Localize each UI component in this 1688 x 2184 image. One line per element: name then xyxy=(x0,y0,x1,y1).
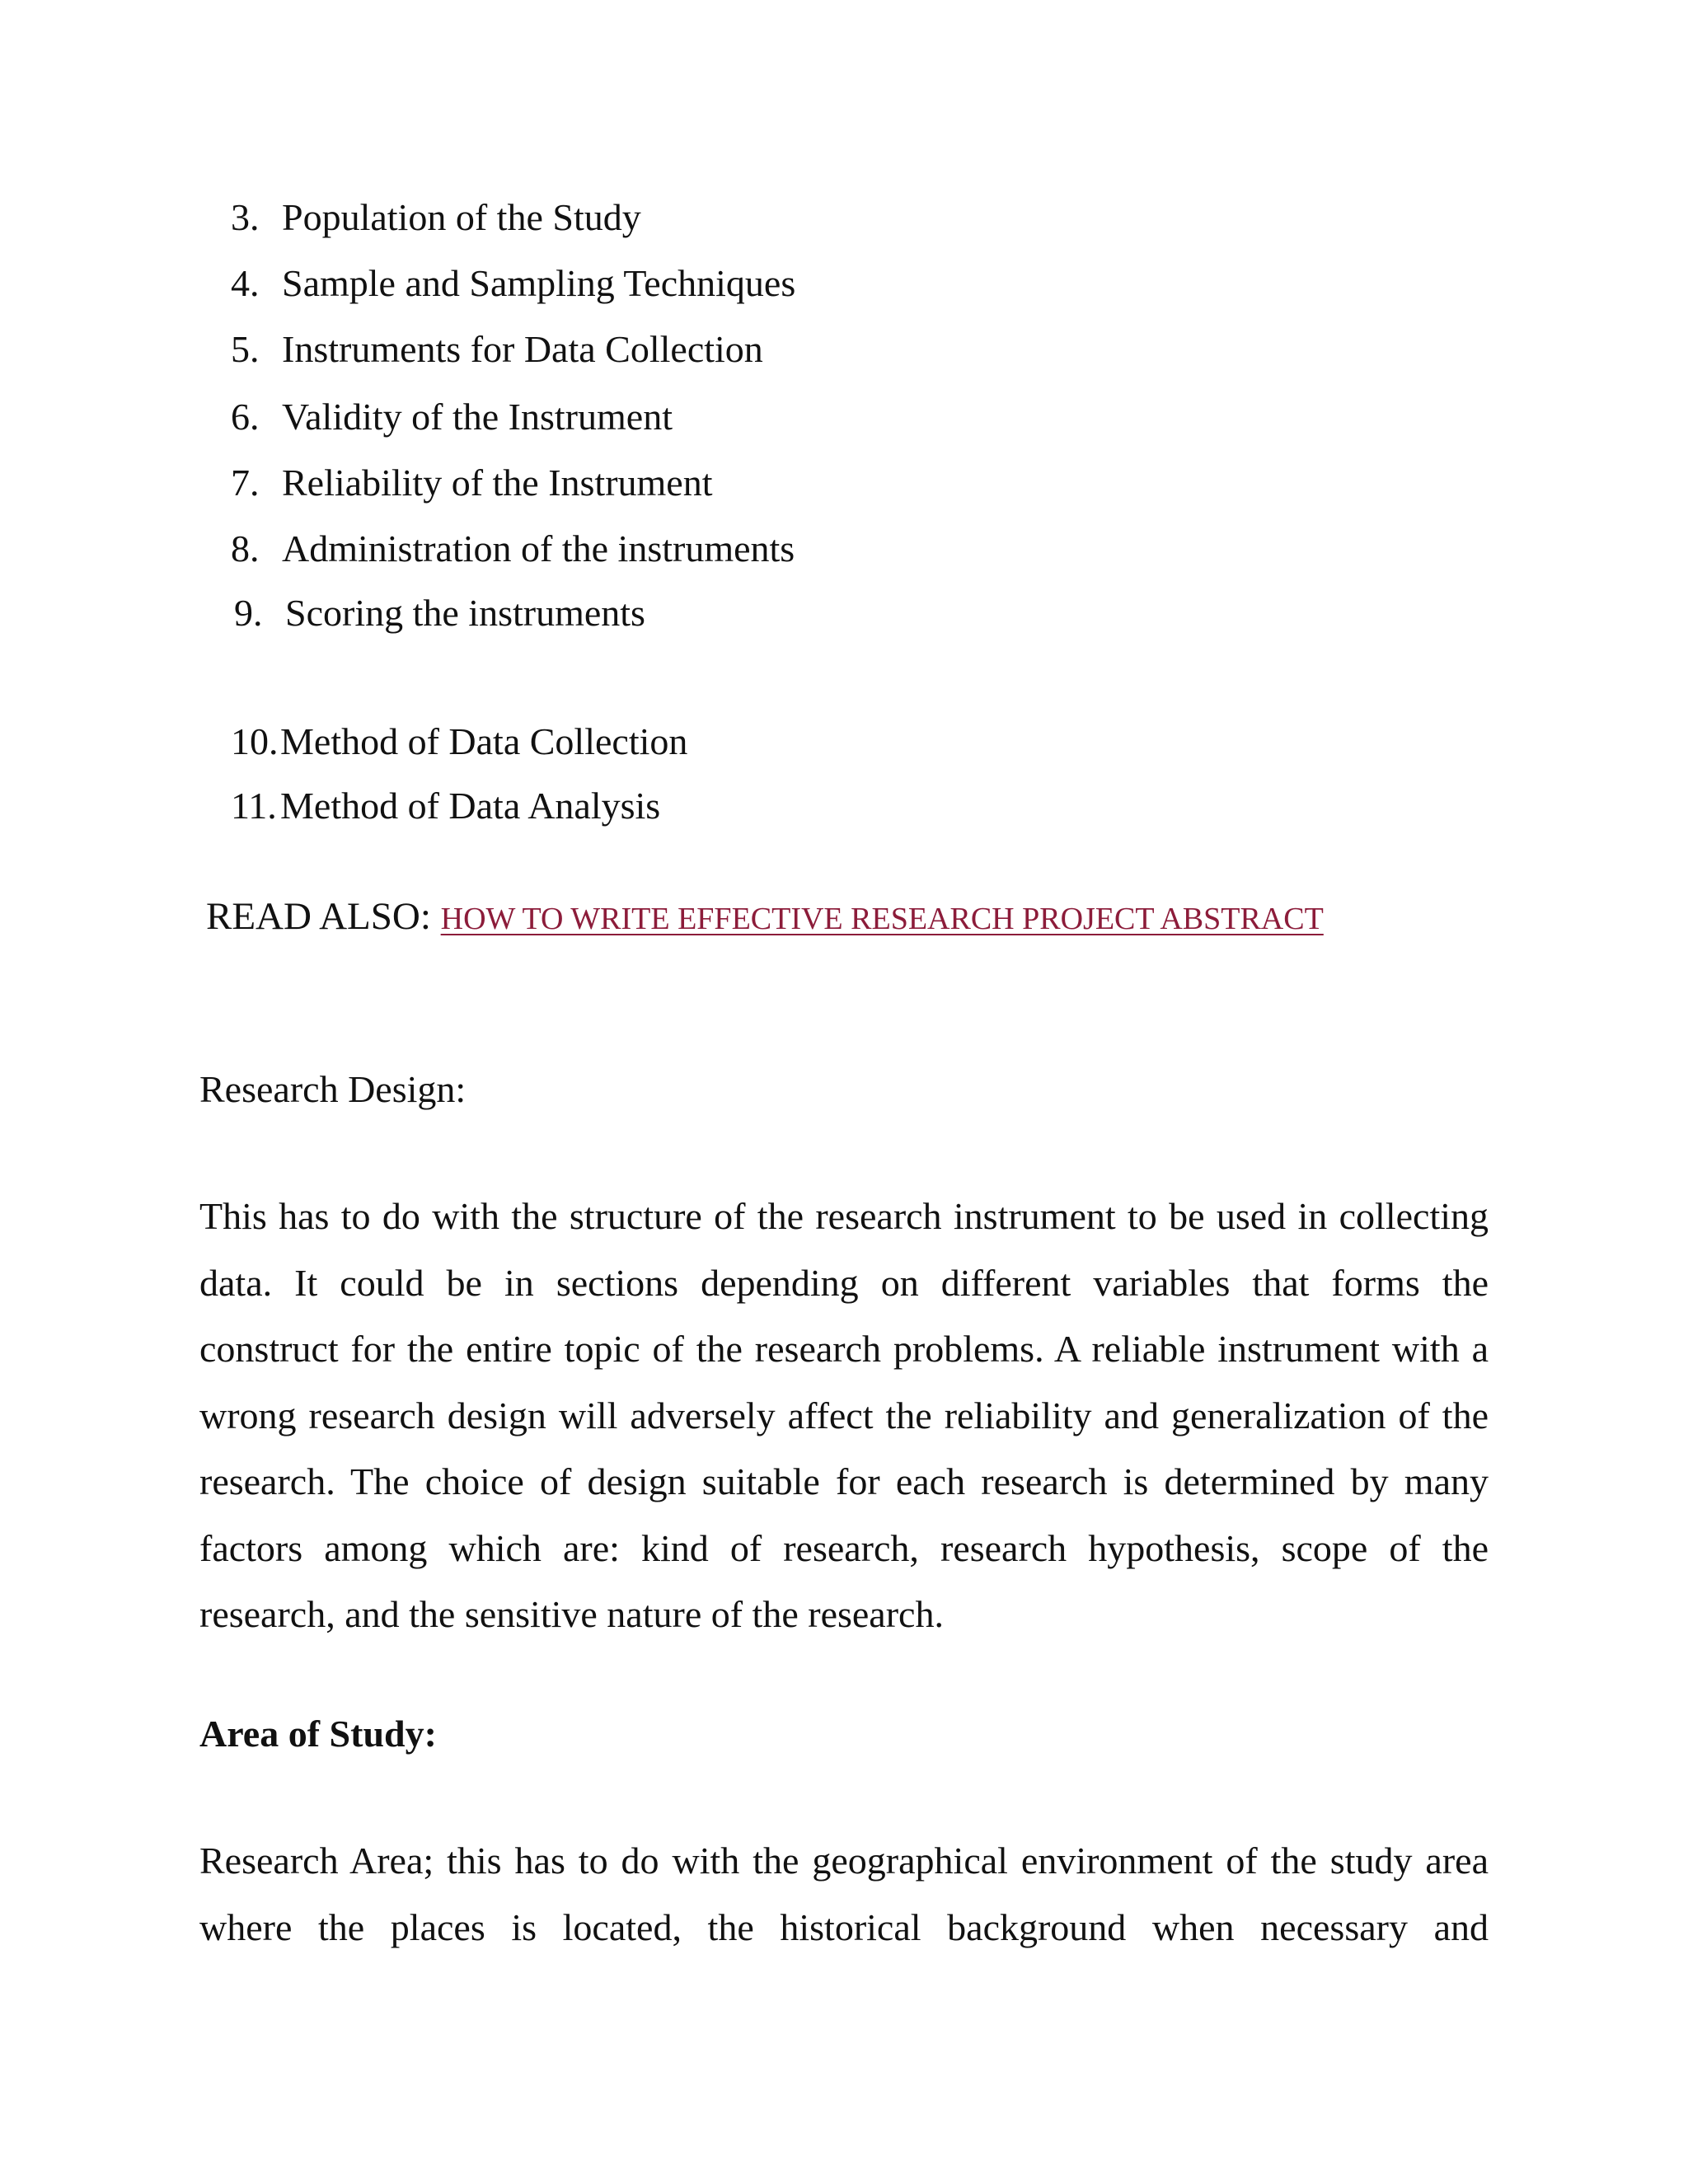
paragraph-line: This has to do with the structure of the research instrument to be used in collecting xyxy=(199,1195,1489,1237)
research-design-heading: Research Design: xyxy=(199,1068,467,1110)
paragraph-line: factors among which are: kind of research, research hypothesis, scope of the xyxy=(199,1526,1489,1569)
list-number: 7. xyxy=(231,462,260,504)
list-number: 11. xyxy=(231,785,277,827)
list-item-7 xyxy=(231,460,713,506)
paragraph-line: wrong research design will adversely affect the reliability and generalization of the xyxy=(199,1394,1489,1436)
area-of-study-paragraph xyxy=(199,1828,1489,1961)
list-number: 8. xyxy=(231,527,260,569)
list-text: Instruments for Data Collection xyxy=(282,328,763,370)
list-text: Scoring the instruments xyxy=(285,592,645,634)
read-also-label: READ ALSO: xyxy=(206,895,441,938)
list-text: Method of Data Collection xyxy=(280,720,688,762)
list-item-4 xyxy=(231,260,795,307)
list-text: Validity of the Instrument xyxy=(282,396,673,438)
list-number: 4. xyxy=(231,262,260,304)
paragraph-line: Research Area; this has to do with the geographical environment of the study area xyxy=(199,1840,1489,1882)
list-item-3 xyxy=(231,194,641,241)
list-text: Population of the Study xyxy=(282,196,641,238)
read-also-line xyxy=(206,892,1324,944)
list-item-10 xyxy=(231,719,687,765)
list-item-6 xyxy=(231,394,673,440)
list-number: 3. xyxy=(231,196,260,238)
paragraph-line: data. It could be in sections depending on different variables that forms the xyxy=(199,1261,1489,1304)
list-number: 9. xyxy=(234,592,263,634)
paragraph-line: where the places is located, the historical background when necessary and xyxy=(199,1905,1489,1948)
list-item-5 xyxy=(231,326,763,373)
list-item-8 xyxy=(231,526,795,572)
list-text: Sample and Sampling Techniques xyxy=(282,262,796,304)
paragraph-line: construct for the entire topic of the research problems. A reliable instrument with a xyxy=(199,1328,1489,1370)
paragraph-line: research. The choice of design suitable for each research is determined by many xyxy=(199,1460,1489,1502)
area-of-study-heading: Area of Study: xyxy=(199,1713,437,1755)
list-number: 10. xyxy=(231,720,279,762)
paragraph-line: research, and the sensitive nature of the research. xyxy=(199,1593,944,1635)
list-number: 5. xyxy=(231,328,260,370)
list-item-9 xyxy=(234,590,645,636)
list-text: Administration of the instruments xyxy=(282,527,795,569)
list-text: Method of Data Analysis xyxy=(280,785,661,827)
research-design-paragraph xyxy=(199,1183,1489,1648)
list-number: 6. xyxy=(231,396,260,438)
list-text: Reliability of the Instrument xyxy=(282,462,713,504)
list-item-11 xyxy=(231,783,660,829)
read-also-link[interactable]: HOW TO WRITE EFFECTIVE RESEARCH PROJECT ABSTRACT xyxy=(440,902,1324,936)
